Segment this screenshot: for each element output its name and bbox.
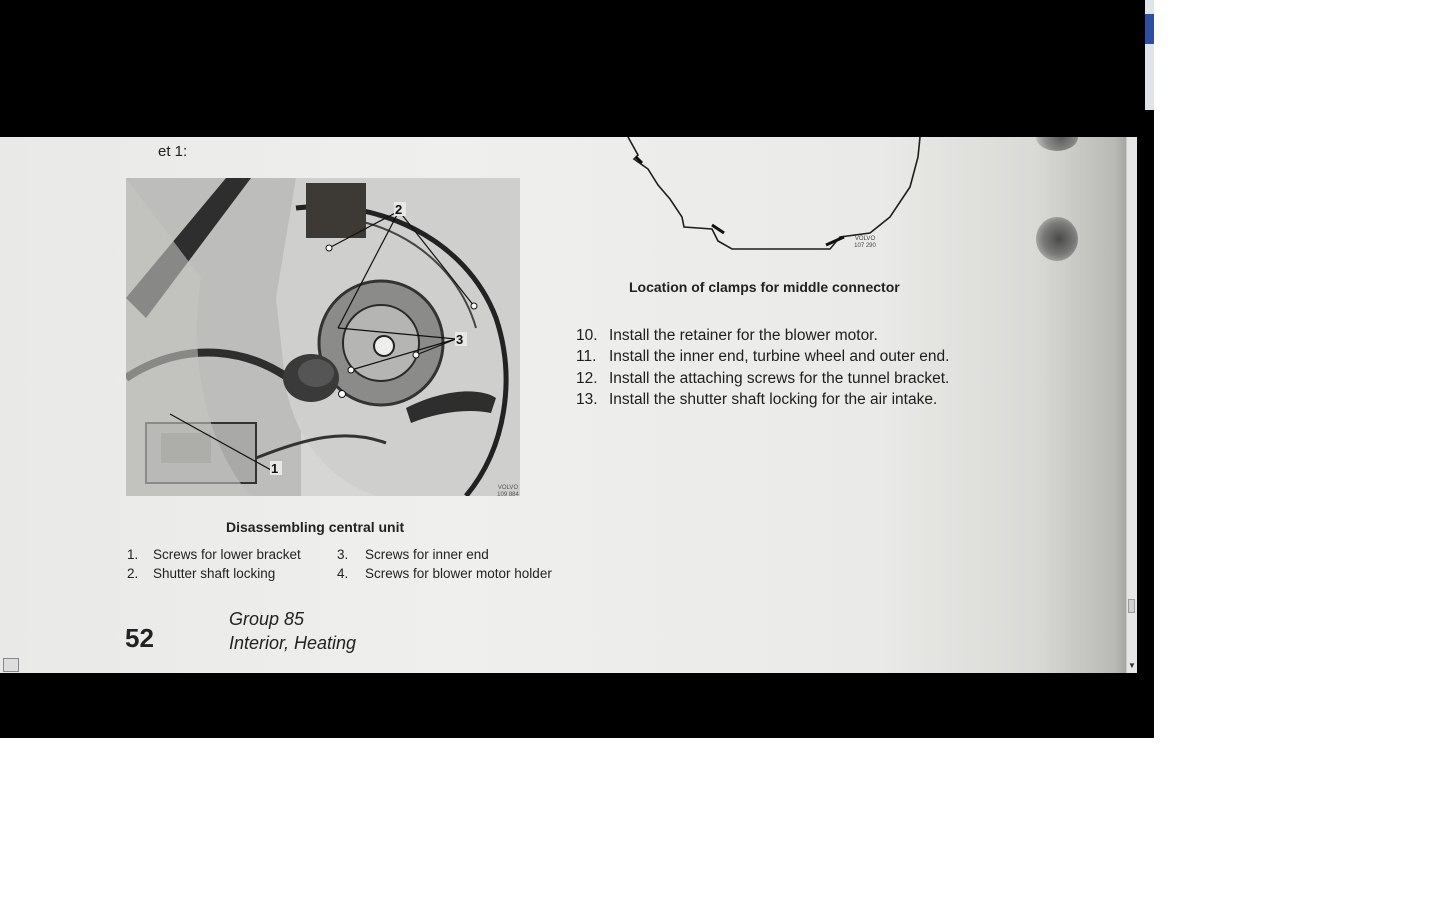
page-thumbnail-icon[interactable] (3, 658, 19, 672)
step-item (576, 390, 949, 412)
binder-hole (1036, 217, 1078, 261)
group-title: Group 85 (229, 609, 305, 629)
clamp-diagram (600, 137, 930, 257)
callout-3: 3 (456, 332, 464, 347)
step-number: 12. (576, 369, 598, 387)
step-text: Install the retainer for the blower motor. (609, 326, 878, 344)
legend-row (127, 564, 552, 583)
legend-number: 4. (337, 566, 349, 581)
legend-row (127, 545, 552, 564)
top-black-bar (0, 0, 1145, 137)
page-number: 52 (125, 623, 154, 653)
photo-code: VOLVO 109 884 (497, 485, 519, 498)
step-number: 11. (576, 348, 597, 366)
step-item (576, 368, 949, 390)
unit-photo-drawing (126, 178, 520, 496)
window-edge (1145, 0, 1154, 110)
step-number: 13. (576, 391, 598, 409)
instruction-steps (576, 325, 949, 411)
legend-number: 2. (127, 566, 139, 581)
legend-number: 1. (127, 547, 139, 562)
legend-text: Screws for inner end (365, 547, 489, 562)
step-number: 10. (576, 326, 598, 344)
clamp-diagram-drawing (600, 137, 930, 257)
step-item (576, 347, 949, 369)
step-text: Install the attaching screws for the tunnel bracket. (609, 369, 950, 387)
callout-1: 1 (271, 461, 279, 476)
legend-text: Screws for lower bracket (153, 547, 301, 562)
unit-photo (126, 178, 520, 496)
binder-hole (1036, 137, 1078, 151)
step-text: Install the shutter shaft locking for the air intake. (609, 391, 938, 409)
scanned-page (0, 137, 1126, 673)
legend-text: Screws for blower motor holder (365, 566, 552, 581)
step-text: Install the inner end, turbine wheel and outer end. (609, 348, 950, 366)
photo-legend (127, 545, 552, 583)
scroll-down-icon[interactable]: ▼ (1128, 661, 1136, 670)
photo-caption: Disassembling central unit (226, 519, 405, 535)
group-heading (229, 607, 356, 655)
legend-text: Shutter shaft locking (153, 566, 276, 581)
step-item (576, 325, 949, 347)
diagram-code: VOLVO 107 290 (854, 236, 876, 249)
group-subtitle: Interior, Heating (229, 633, 357, 653)
scrollbar-thumb[interactable] (1128, 599, 1135, 613)
vertical-scrollbar[interactable] (1126, 137, 1137, 673)
diagram-caption: Location of clamps for middle connector (629, 279, 900, 295)
continued-text: et 1: (158, 143, 188, 160)
callout-2: 2 (395, 202, 403, 217)
legend-number: 3. (337, 547, 349, 562)
bottom-black-bar (0, 673, 1154, 738)
